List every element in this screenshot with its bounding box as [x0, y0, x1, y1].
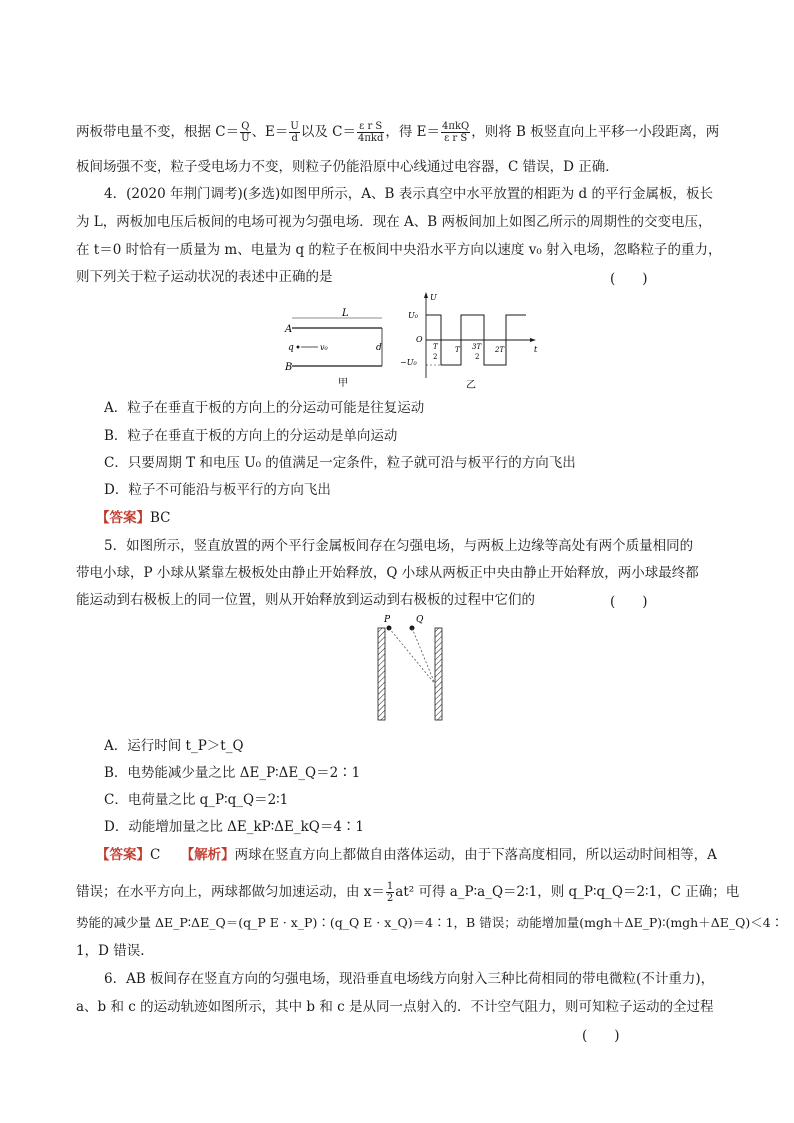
label-origin: O: [416, 335, 423, 344]
text-span: 、E＝: [251, 124, 289, 140]
text-span: ，得 E＝: [385, 124, 441, 140]
question-4-stem: 4．(2020 年荆门调考)(多选)如图甲所示，A、B 表示真空中水平放置的相距为 d 的平行金属板，板长: [104, 186, 713, 202]
answer-line: [96, 508, 171, 528]
tick-t-half: T: [433, 343, 438, 351]
label-p: P: [384, 615, 391, 625]
label-v0: v₀: [320, 343, 328, 352]
fraction: $\frac{\text{ε r S}}{\text{4πkd}}$: [357, 121, 384, 144]
answer-value: BC: [150, 510, 171, 526]
tick-3t-half-den: 2: [475, 353, 480, 361]
fraction: $\frac{1}{2}$: [386, 881, 394, 904]
question-5-stem: 带电小球，P 小球从紧靠左极板处由静止开始释放，Q 小球从两板正中央由静止开始释放，两小球最终都: [76, 565, 699, 581]
label-u0: U₀: [408, 311, 418, 320]
figure-jia: [280, 306, 400, 392]
caption-yi: 乙: [466, 380, 476, 390]
option-d: D．动能增加量之比 ΔE_kP∶ΔE_kQ＝4∶1: [104, 819, 365, 835]
analysis-line: [76, 881, 739, 904]
option-b: B．粒子在垂直于板的方向上的分运动是单向运动: [104, 428, 398, 444]
option-d: D．粒子不可能沿与板平行的方向飞出: [104, 482, 331, 498]
question-5-stem: 能运动到右极板上的同一位置，则从开始释放到运动到右极板的过程中它们的: [76, 592, 535, 608]
label-q: q: [288, 343, 294, 353]
fraction: $\frac{\text{4πkQ}}{\text{ε r S}}$: [442, 121, 470, 144]
fraction: $\frac{U}{d}$: [290, 121, 299, 144]
label-q: Q: [416, 615, 424, 625]
option-a: A．粒子在垂直于板的方向上的分运动可能是往复运动: [104, 400, 425, 416]
fraction: $\frac{Q}{U}$: [241, 121, 250, 144]
analysis-line: [96, 845, 717, 865]
analysis-text: 两球在竖直方向上都做自由落体运动，由于下落高度相同，所以运动时间相等，A: [234, 847, 717, 863]
question-4-stem: 在 t＝0 时恰有一质量为 m、电量为 q 的粒子在板间中央沿水平方向以速度 v₀ 射入电场，忽略粒子的重力，: [76, 242, 722, 258]
question-6-stem: a、b 和 c 的运动轨迹如图所示，其中 b 和 c 是从同一点射入的．不计空气阻力，则可知粒子运动的全过程: [76, 999, 714, 1015]
label-b: B: [285, 362, 293, 373]
analysis-line: [76, 121, 719, 144]
label-u: U: [430, 293, 437, 302]
right-plate: [435, 628, 442, 720]
label-neg-u0: −U₀: [400, 358, 417, 367]
analysis-text: at² 可得 a_P∶a_Q＝2∶1，则 q_P∶q_Q＝2∶1，C 正确；电: [395, 884, 740, 900]
figure-yi: [398, 290, 548, 390]
tick-2t: 2T: [495, 346, 505, 354]
question-4-stem: 则下列关于粒子运动状况的表述中正确的是: [76, 269, 333, 285]
answer-value: C: [150, 847, 161, 863]
analysis-text: 错误；在水平方向上，两球都做匀加速运动，由 x＝: [76, 884, 385, 900]
analysis-line: 板间场强不变，粒子受电场力不变，则粒子仍能沿原中心线通过电容器，C 错误，D 正确．: [76, 159, 619, 175]
tick-3t-half: 3T: [472, 343, 482, 351]
answer-blank: ( ): [582, 1028, 620, 1044]
answer-blank: ( ): [610, 271, 648, 287]
option-a: A．运行时间 t_P＞t_Q: [104, 738, 244, 754]
option-c: C．只要周期 T 和电压 U₀ 的值满足一定条件，粒子就可沿与板平行的方向飞出: [104, 455, 576, 471]
label-a: A: [285, 324, 293, 335]
answer-label: 【答案】: [96, 847, 150, 863]
analysis-label: 【解析】: [187, 847, 235, 863]
tick-t-half-den: 2: [433, 353, 438, 361]
label-d: d: [376, 343, 382, 353]
tick-t: T: [455, 346, 460, 354]
text-span: 两板带电量不变，根据 C＝: [76, 124, 240, 140]
answer-blank: ( ): [610, 594, 648, 610]
left-plate: [378, 628, 385, 720]
analysis-line: 1，D 错误.: [76, 943, 145, 959]
label-l: L: [342, 308, 349, 319]
question-5-stem: 5．如图所示，竖直放置的两个平行金属板间存在匀强电场，与两板上边缘等高处有两个质量相同的: [104, 538, 694, 554]
figure-q5: [364, 612, 454, 724]
text-span: 以及 C＝: [300, 124, 356, 140]
label-t-axis: t: [534, 345, 538, 354]
question-4-stem: 为 L，两板加电压后板间的电场可视为匀强电场．现在 A、B 两板间加上如图乙所示的周期性的交变电压，: [76, 214, 712, 230]
option-c: C．电荷量之比 q_P∶q_Q＝2∶1: [104, 792, 289, 808]
analysis-line: 势能的减少量 ΔE_P∶ΔE_Q＝(q_P E · x_P)∶(q_Q E · x_Q)＝4∶1，B 错误；动能增加量(mgh＋ΔE_P)∶(mgh＋ΔE_Q)＜4∶: [76, 915, 784, 930]
option-b: B．电势能减少量之比 ΔE_P∶ΔE_Q＝2∶1: [104, 765, 361, 781]
caption-jia: 甲: [338, 378, 348, 389]
text-span: ，则将 B 板竖直向上平移一小段距离，两: [471, 124, 720, 140]
question-6-stem: 6．AB 板间存在竖直方向的匀强电场，现沿垂直电场线方向射入三种比荷相同的带电微粒(不计重力)，: [104, 971, 715, 987]
answer-label: 【答案】: [96, 510, 150, 526]
